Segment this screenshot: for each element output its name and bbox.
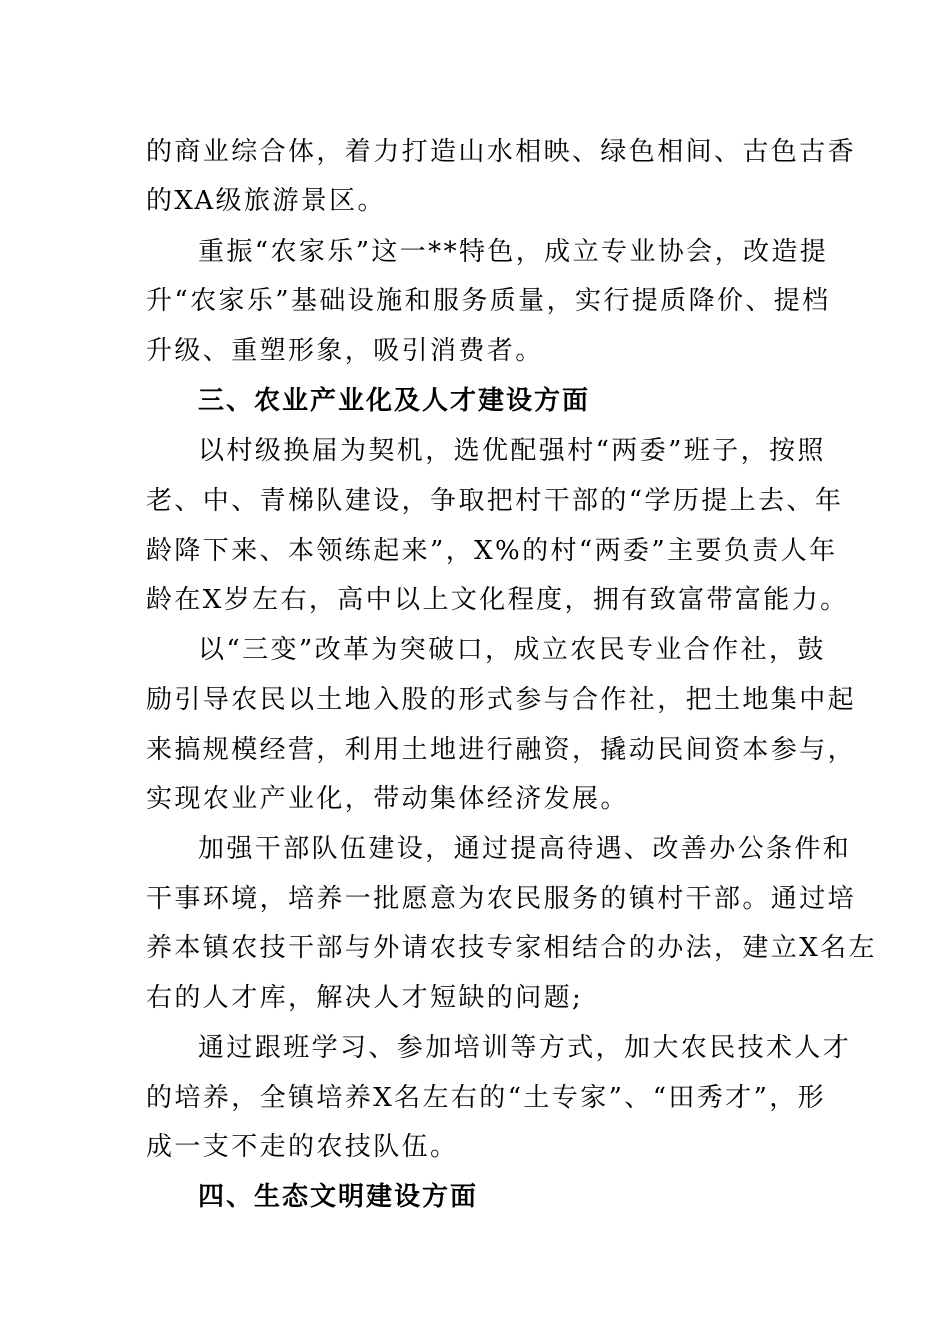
text-line: 来搞规模经营，利用土地进行融资，撬动民间资本参与， bbox=[146, 735, 857, 765]
text-line: 干事环境，培养一批愿意为农民服务的镇村干部。通过培 bbox=[146, 884, 857, 914]
text-line: 励引导农民以土地入股的形式参与合作社，把土地集中起 bbox=[146, 685, 857, 715]
paragraph-start-line: 通过跟班学习、参加培训等方式，加大农民技术人才 bbox=[198, 1033, 852, 1063]
section-heading: 四、生态文明建设方面 bbox=[198, 1182, 479, 1212]
text-line: 老、中、青梯队建设，争取把村干部的“学历提上去、年 bbox=[146, 486, 844, 516]
paragraph-start-line: 重振“农家乐”这一**特色，成立专业协会，改造提 bbox=[198, 237, 829, 267]
paragraph-start-line: 以村级换届为契机，选优配强村“两委”班子，按照 bbox=[198, 436, 826, 466]
text-line: 的培养，全镇培养X名左右的“土专家”、“田秀才”，形 bbox=[146, 1083, 827, 1113]
text-line: 右的人才库，解决人才短缺的问题; bbox=[146, 983, 584, 1013]
text-line: 的XA级旅游景区。 bbox=[146, 186, 386, 216]
paragraph-start-line: 加强干部队伍建设，通过提高待遇、改善办公条件和 bbox=[198, 834, 852, 864]
text-line: 的商业综合体，着力打造山水相映、绿色相间、古色古香 bbox=[146, 137, 857, 167]
paragraph-start-line: 以“三变”改革为突破口，成立农民专业合作社，鼓 bbox=[198, 635, 826, 665]
text-line: 实现农业产业化，带动集体经济发展。 bbox=[146, 784, 629, 814]
text-line: 升“农家乐”基础设施和服务质量，实行提质降价、提档 bbox=[146, 286, 831, 316]
text-line: 龄降下来、本领练起来”，X%的村“两委”主要负责人年 bbox=[146, 536, 838, 566]
text-line: 升级、重塑形象，吸引消费者。 bbox=[146, 336, 544, 366]
text-line: 成一支不走的农技队伍。 bbox=[146, 1132, 459, 1162]
section-heading: 三、农业产业化及人才建设方面 bbox=[198, 386, 591, 416]
text-line: 养本镇农技干部与外请农技专家相结合的办法，建立X名左 bbox=[146, 933, 877, 963]
text-line: 龄在X岁左右，高中以上文化程度，拥有致富带富能力。 bbox=[146, 585, 849, 615]
